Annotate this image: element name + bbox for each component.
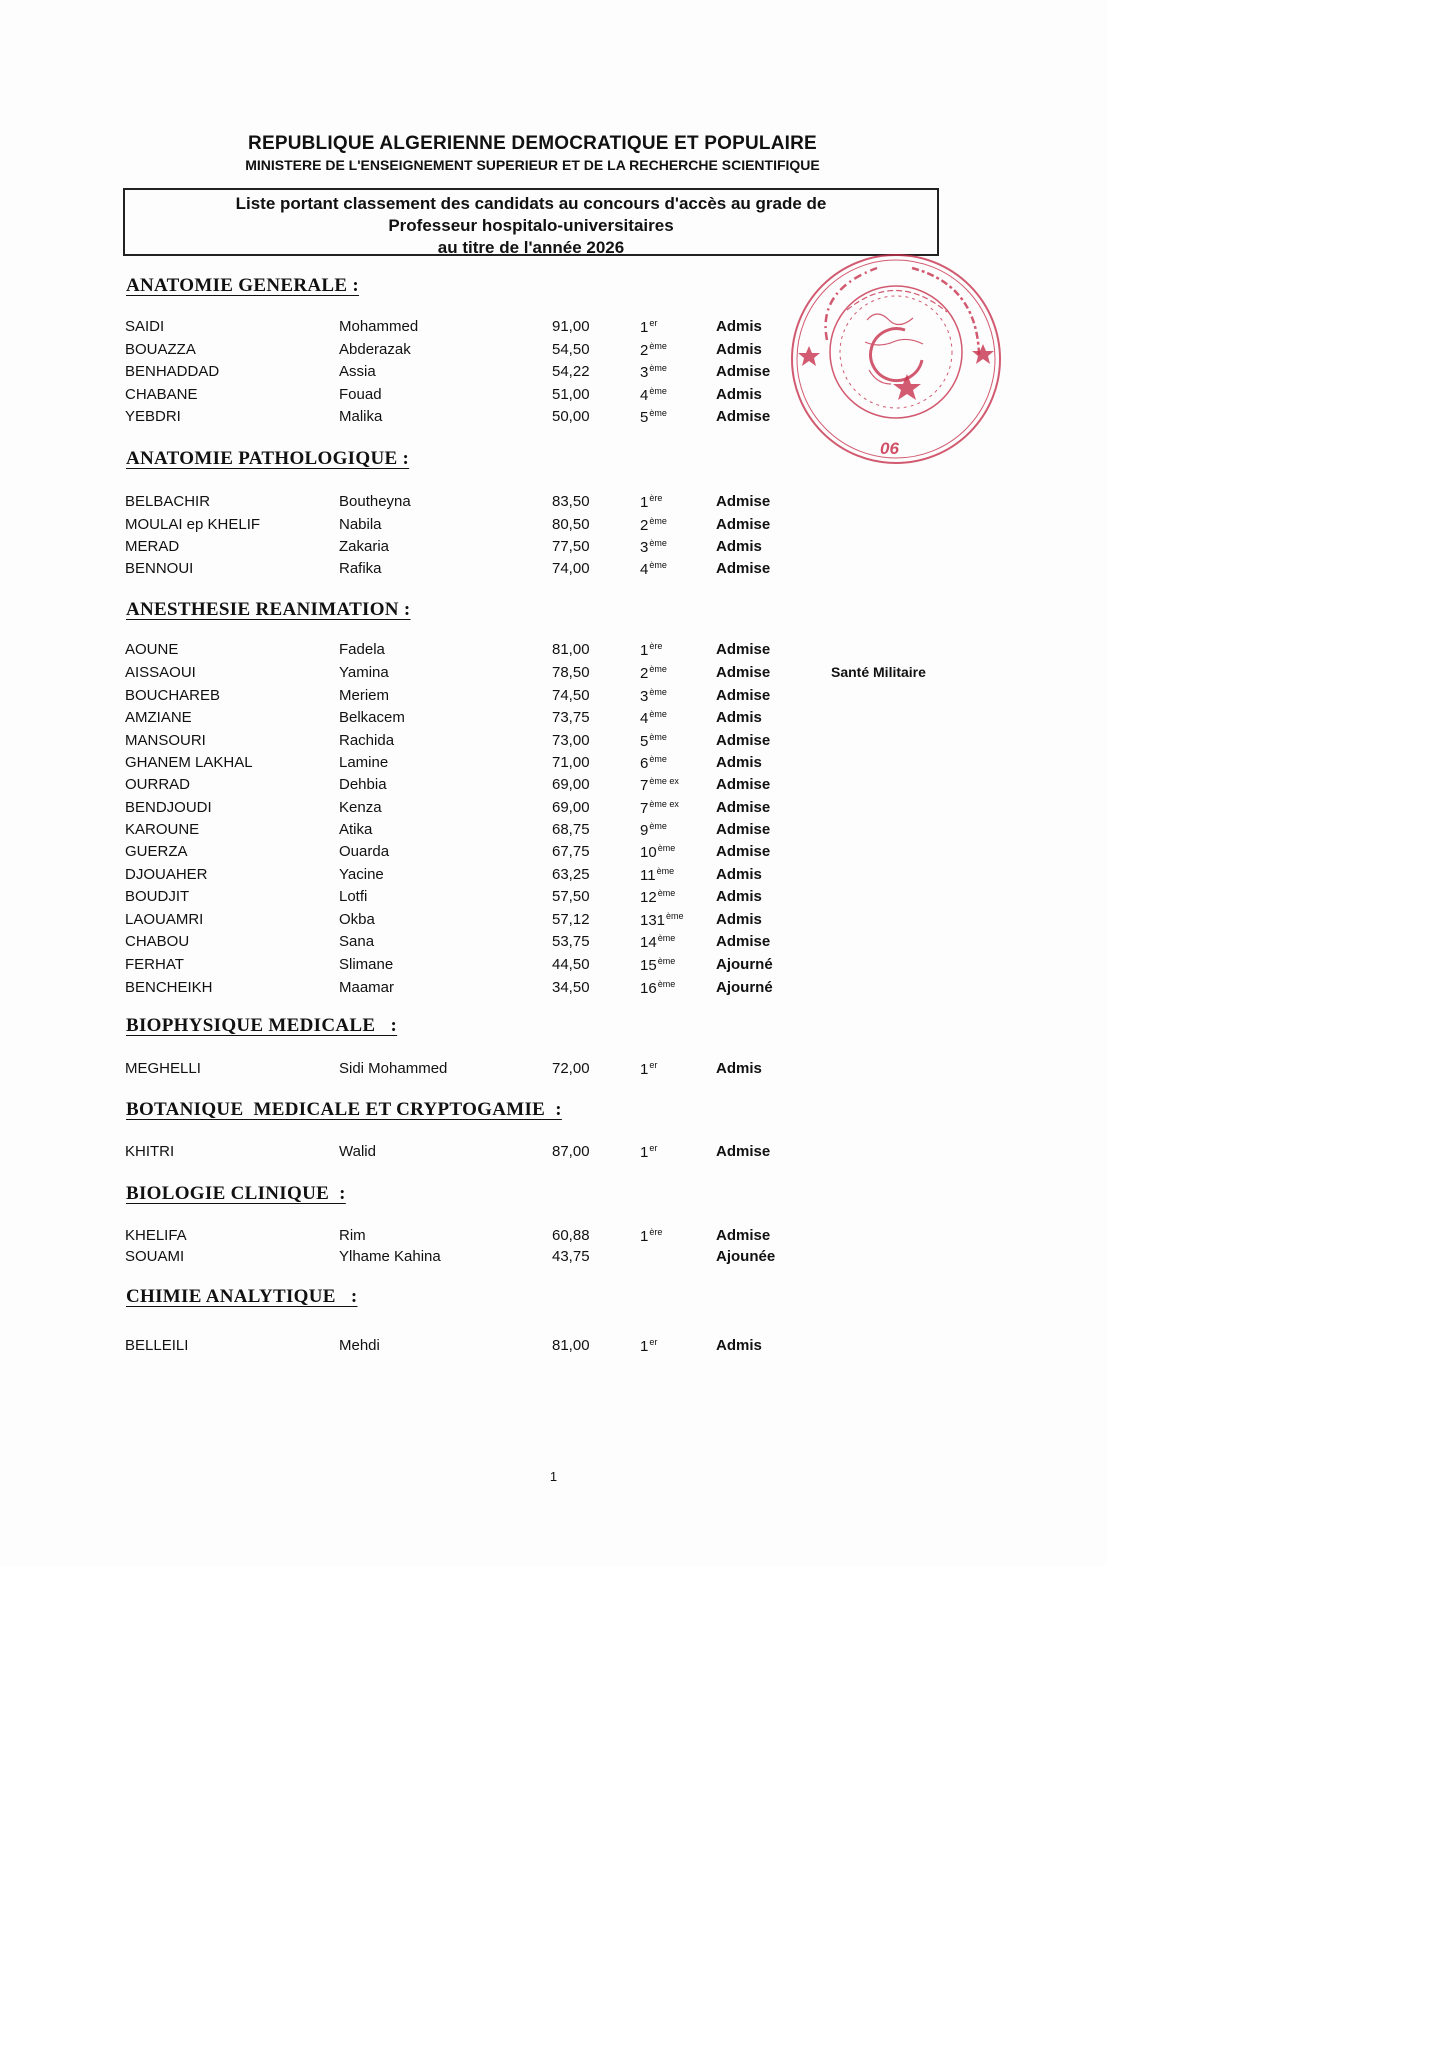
candidate-first-name: Belkacem bbox=[339, 709, 405, 726]
rank-suffix: ème bbox=[649, 560, 667, 570]
rank-number: 4 bbox=[640, 561, 649, 578]
candidate-result: Admis bbox=[716, 1337, 762, 1354]
rank-suffix: ème bbox=[649, 363, 667, 373]
title-line-1: Liste portant classement des candidats au concours d'accès au grade de bbox=[235, 194, 827, 213]
candidate-row bbox=[0, 821, 1107, 843]
candidate-first-name: Meriem bbox=[339, 687, 390, 704]
section-title: ANESTHESIE REANIMATION : bbox=[126, 599, 411, 620]
rank-number: 11 bbox=[640, 867, 656, 884]
rank-suffix: ère bbox=[649, 641, 663, 651]
candidate-rank bbox=[640, 408, 667, 426]
candidate-result: Admis bbox=[716, 1060, 762, 1077]
candidate-result: Admise bbox=[716, 560, 771, 577]
candidate-rank bbox=[640, 979, 675, 997]
candidate-rank bbox=[640, 341, 667, 359]
rank-number: 15 bbox=[640, 957, 657, 974]
section-title: ANATOMIE PATHOLOGIQUE : bbox=[126, 448, 410, 469]
candidate-score: 80,50 bbox=[552, 516, 590, 533]
rank-suffix: ème bbox=[649, 538, 667, 548]
candidate-first-name: Malika bbox=[339, 408, 383, 425]
candidate-result: Admise bbox=[716, 1143, 771, 1160]
candidate-score: 54,50 bbox=[552, 341, 590, 358]
candidate-row bbox=[0, 318, 1107, 340]
rank-number: 2 bbox=[640, 665, 649, 682]
rank-suffix: ème ex bbox=[649, 799, 679, 809]
candidate-row bbox=[0, 1337, 1107, 1359]
rank-suffix: ème ex bbox=[649, 776, 679, 786]
candidate-first-name: Maamar bbox=[339, 979, 395, 996]
rank-suffix: ème bbox=[657, 956, 676, 966]
candidate-result: Admis bbox=[716, 318, 762, 335]
candidate-first-name: Mohammed bbox=[339, 318, 419, 335]
candidate-rank bbox=[640, 754, 667, 772]
candidate-score: 57,12 bbox=[552, 911, 590, 928]
stamp-number: 06 bbox=[880, 439, 899, 458]
candidate-last-name: LAOUAMRI bbox=[125, 911, 204, 928]
rank-number: 5 bbox=[640, 409, 649, 426]
candidate-last-name: KAROUNE bbox=[125, 821, 200, 838]
candidate-last-name: CHABOU bbox=[125, 933, 190, 950]
candidate-score: 71,00 bbox=[552, 754, 590, 771]
candidate-score: 81,00 bbox=[552, 641, 590, 658]
candidate-last-name: FERHAT bbox=[125, 956, 184, 973]
section-title: CHIMIE ANALYTIQUE : bbox=[126, 1286, 358, 1307]
rank-suffix: er bbox=[649, 1143, 658, 1153]
rank-suffix: er bbox=[649, 318, 658, 328]
candidate-result: Admise bbox=[716, 843, 771, 860]
candidate-result: Admis bbox=[716, 341, 762, 358]
rank-number: 7 bbox=[640, 800, 649, 817]
rank-number: 4 bbox=[640, 710, 649, 727]
candidate-row bbox=[0, 1143, 1107, 1165]
candidate-rank bbox=[640, 560, 667, 578]
candidate-row bbox=[0, 979, 1107, 1001]
candidate-result: Admis bbox=[716, 888, 762, 905]
candidate-row bbox=[0, 538, 1107, 560]
candidate-rank bbox=[640, 386, 667, 404]
candidate-rank bbox=[640, 1227, 662, 1245]
candidate-result: Ajourné bbox=[716, 956, 773, 973]
candidate-row bbox=[0, 408, 1107, 430]
rank-number: 6 bbox=[640, 755, 649, 772]
candidate-last-name: AOUNE bbox=[125, 641, 179, 658]
candidate-rank bbox=[640, 1143, 657, 1161]
candidate-row bbox=[0, 1248, 1107, 1270]
rank-suffix: ème bbox=[656, 866, 675, 876]
rank-suffix: ère bbox=[649, 1227, 663, 1237]
rank-suffix: ème bbox=[649, 754, 667, 764]
candidate-row bbox=[0, 776, 1107, 798]
candidate-first-name: Fouad bbox=[339, 386, 382, 403]
candidate-row bbox=[0, 341, 1107, 363]
rank-suffix: ème bbox=[657, 843, 676, 853]
candidate-observation: Santé Militaire bbox=[831, 664, 926, 680]
candidate-first-name: Nabila bbox=[339, 516, 382, 533]
candidate-last-name: BELLEILI bbox=[125, 1337, 189, 1354]
candidate-result: Admise bbox=[716, 408, 771, 425]
candidate-result: Admise bbox=[716, 363, 771, 380]
candidate-score: 44,50 bbox=[552, 956, 590, 973]
section-title: BOTANIQUE MEDICALE ET CRYPTOGAMIE : bbox=[126, 1099, 562, 1120]
rank-number: 16 bbox=[640, 980, 657, 997]
candidate-row bbox=[0, 493, 1107, 515]
candidate-rank bbox=[640, 956, 675, 974]
rank-number: 1 bbox=[640, 1228, 649, 1245]
candidate-result: Admise bbox=[716, 664, 771, 681]
candidate-rank bbox=[640, 776, 679, 794]
candidate-result: Admis bbox=[716, 538, 762, 555]
page-number: 1 bbox=[549, 1469, 558, 1484]
candidate-row bbox=[0, 641, 1107, 663]
candidate-score: 69,00 bbox=[552, 776, 590, 793]
candidate-first-name: Rafika bbox=[339, 560, 382, 577]
candidate-first-name: Slimane bbox=[339, 956, 394, 973]
candidate-rank bbox=[640, 641, 662, 659]
rank-number: 3 bbox=[640, 688, 649, 705]
candidate-rank bbox=[640, 363, 667, 381]
candidate-rank bbox=[640, 709, 667, 727]
candidate-result: Ajourné bbox=[716, 979, 773, 996]
candidate-last-name: CHABANE bbox=[125, 386, 198, 403]
candidate-last-name: SOUAMI bbox=[125, 1248, 185, 1265]
candidate-first-name: Abderazak bbox=[339, 341, 411, 358]
candidate-score: 91,00 bbox=[552, 318, 590, 335]
candidate-rank bbox=[640, 933, 675, 951]
section-title: ANATOMIE GENERALE : bbox=[126, 275, 360, 296]
rank-number: 4 bbox=[640, 387, 649, 404]
candidate-last-name: MEGHELLI bbox=[125, 1060, 201, 1077]
candidate-last-name: BENNOUI bbox=[125, 560, 194, 577]
rank-suffix: ème bbox=[649, 341, 667, 351]
rank-suffix: ème bbox=[649, 408, 667, 418]
candidate-row bbox=[0, 560, 1107, 582]
candidate-row bbox=[0, 754, 1107, 776]
candidate-first-name: Lotfi bbox=[339, 888, 368, 905]
candidate-first-name: Boutheyna bbox=[339, 493, 411, 510]
rank-number: 3 bbox=[640, 364, 649, 381]
rank-number: 7 bbox=[640, 777, 649, 794]
candidate-score: 51,00 bbox=[552, 386, 590, 403]
candidate-row bbox=[0, 1227, 1107, 1249]
candidate-score: 57,50 bbox=[552, 888, 590, 905]
rank-number: 1 bbox=[640, 319, 649, 336]
rank-suffix: ème bbox=[657, 888, 676, 898]
candidate-result: Admis bbox=[716, 866, 762, 883]
rank-number: 1 bbox=[640, 494, 649, 511]
rank-number: 131 bbox=[640, 912, 666, 929]
rank-suffix: ème bbox=[649, 709, 667, 719]
candidate-row bbox=[0, 911, 1107, 933]
candidate-rank bbox=[640, 799, 679, 817]
candidate-rank bbox=[640, 911, 684, 929]
rank-number: 14 bbox=[640, 934, 657, 951]
candidate-rank bbox=[640, 866, 674, 884]
candidate-result: Admis bbox=[716, 911, 762, 928]
candidate-first-name: Sidi Mohammed bbox=[339, 1060, 448, 1077]
candidate-result: Admis bbox=[716, 754, 762, 771]
candidate-last-name: AISSAOUI bbox=[125, 664, 196, 681]
candidate-result: Admis bbox=[716, 709, 762, 726]
candidate-score: 43,75 bbox=[552, 1248, 590, 1265]
candidate-score: 50,00 bbox=[552, 408, 590, 425]
candidate-score: 73,00 bbox=[552, 732, 590, 749]
candidate-last-name: GUERZA bbox=[125, 843, 188, 860]
candidate-score: 78,50 bbox=[552, 664, 590, 681]
candidate-score: 67,75 bbox=[552, 843, 590, 860]
candidate-rank bbox=[640, 1248, 641, 1266]
candidate-last-name: MOULAI ep KHELIF bbox=[125, 516, 261, 533]
rank-suffix: ème bbox=[657, 979, 676, 989]
candidate-first-name: Rachida bbox=[339, 732, 395, 749]
candidate-score: 81,00 bbox=[552, 1337, 590, 1354]
candidate-first-name: Lamine bbox=[339, 754, 389, 771]
candidate-row bbox=[0, 933, 1107, 955]
candidate-row bbox=[0, 956, 1107, 978]
candidate-last-name: BENDJOUDI bbox=[125, 799, 212, 816]
candidate-first-name: Ouarda bbox=[339, 843, 390, 860]
rank-suffix: ème bbox=[649, 821, 667, 831]
candidate-first-name: Zakaria bbox=[339, 538, 390, 555]
candidate-score: 74,00 bbox=[552, 560, 590, 577]
candidate-last-name: MANSOURI bbox=[125, 732, 206, 749]
candidate-row bbox=[0, 1060, 1107, 1082]
candidate-rank bbox=[640, 821, 667, 839]
rank-number: 12 bbox=[640, 889, 657, 906]
candidate-result: Admise bbox=[716, 516, 771, 533]
candidate-last-name: KHELIFA bbox=[125, 1227, 187, 1244]
candidate-rank bbox=[640, 664, 667, 682]
candidate-first-name: Mehdi bbox=[339, 1337, 380, 1354]
candidate-rank bbox=[640, 318, 657, 336]
rank-suffix: ème bbox=[649, 664, 667, 674]
candidate-row bbox=[0, 732, 1107, 754]
rank-number: 2 bbox=[640, 517, 649, 534]
candidate-result: Admise bbox=[716, 799, 771, 816]
rank-suffix: ème bbox=[666, 911, 684, 921]
candidate-first-name: Kenza bbox=[339, 799, 382, 816]
candidate-last-name: AMZIANE bbox=[125, 709, 192, 726]
rank-number: 3 bbox=[640, 539, 649, 556]
candidate-result: Admise bbox=[716, 687, 771, 704]
rank-number: 1 bbox=[640, 1338, 649, 1355]
candidate-score: 63,25 bbox=[552, 866, 590, 883]
candidate-score: 60,88 bbox=[552, 1227, 590, 1244]
candidate-row bbox=[0, 866, 1107, 888]
rank-number: 10 bbox=[640, 844, 657, 861]
rank-suffix: ème bbox=[657, 933, 676, 943]
candidate-row bbox=[0, 516, 1107, 538]
candidate-rank bbox=[640, 1337, 657, 1355]
candidate-last-name: BOUDJIT bbox=[125, 888, 190, 905]
candidate-rank bbox=[640, 1060, 657, 1078]
candidate-first-name: Rim bbox=[339, 1227, 366, 1244]
candidate-row bbox=[0, 843, 1107, 865]
candidate-result: Admise bbox=[716, 821, 771, 838]
candidate-last-name: KHITRI bbox=[125, 1143, 175, 1160]
section-title: BIOLOGIE CLINIQUE : bbox=[126, 1183, 346, 1204]
candidate-first-name: Assia bbox=[339, 363, 376, 380]
candidate-last-name: BENCHEIKH bbox=[125, 979, 213, 996]
candidate-result: Admis bbox=[716, 386, 762, 403]
candidate-row bbox=[0, 363, 1107, 385]
republic-heading: REPUBLIQUE ALGERIENNE DEMOCRATIQUE ET POPULAIRE bbox=[248, 133, 817, 154]
candidate-rank bbox=[640, 732, 667, 750]
candidate-score: 77,50 bbox=[552, 538, 590, 555]
rank-suffix: er bbox=[649, 1337, 658, 1347]
candidate-result: Admise bbox=[716, 641, 771, 658]
candidate-last-name: BELBACHIR bbox=[125, 493, 211, 510]
candidate-score: 72,00 bbox=[552, 1060, 590, 1077]
candidate-last-name: BOUCHAREB bbox=[125, 687, 221, 704]
candidate-last-name: DJOUAHER bbox=[125, 866, 208, 883]
candidate-first-name: Ylhame Kahina bbox=[339, 1248, 441, 1265]
candidate-rank bbox=[640, 843, 675, 861]
rank-suffix: ème bbox=[649, 516, 667, 526]
candidate-score: 53,75 bbox=[552, 933, 590, 950]
rank-number: 1 bbox=[640, 1061, 649, 1078]
ministry-heading: MINISTERE DE L'ENSEIGNEMENT SUPERIEUR ET DE LA RECHERCHE SCIENTIFIQUE bbox=[245, 157, 820, 173]
candidate-first-name: Atika bbox=[339, 821, 373, 838]
candidate-score: 68,75 bbox=[552, 821, 590, 838]
candidate-first-name: Sana bbox=[339, 933, 375, 950]
title-line-2: Professeur hospitalo-universitaires bbox=[388, 216, 674, 235]
candidate-last-name: MERAD bbox=[125, 538, 180, 555]
candidate-row bbox=[0, 888, 1107, 910]
rank-suffix: er bbox=[649, 1060, 658, 1070]
candidate-score: 83,50 bbox=[552, 493, 590, 510]
candidate-row bbox=[0, 687, 1107, 709]
candidate-rank bbox=[640, 516, 667, 534]
candidate-last-name: SAIDI bbox=[125, 318, 165, 335]
candidate-result: Admise bbox=[716, 776, 771, 793]
candidate-score: 73,75 bbox=[552, 709, 590, 726]
candidate-rank bbox=[640, 888, 675, 906]
candidate-rank bbox=[640, 493, 662, 511]
candidate-row bbox=[0, 664, 1107, 686]
rank-number: 1 bbox=[640, 1144, 649, 1161]
candidate-first-name: Okba bbox=[339, 911, 375, 928]
candidate-row bbox=[0, 709, 1107, 731]
candidate-rank bbox=[640, 538, 667, 556]
candidate-result: Admise bbox=[716, 493, 771, 510]
candidate-last-name: YEBDRI bbox=[125, 408, 181, 425]
rank-suffix: ère bbox=[649, 493, 663, 503]
candidate-last-name: BOUAZZA bbox=[125, 341, 196, 358]
rank-suffix: ème bbox=[649, 732, 667, 742]
candidate-result: Admise bbox=[716, 732, 771, 749]
section-title: BIOPHYSIQUE MEDICALE : bbox=[126, 1015, 398, 1036]
candidate-score: 69,00 bbox=[552, 799, 590, 816]
candidate-score: 54,22 bbox=[552, 363, 590, 380]
candidate-result: Ajounée bbox=[716, 1248, 776, 1265]
candidate-score: 87,00 bbox=[552, 1143, 590, 1160]
rank-suffix: ème bbox=[649, 386, 667, 396]
rank-suffix: ème bbox=[649, 687, 667, 697]
candidate-first-name: Walid bbox=[339, 1143, 376, 1160]
candidate-last-name: BENHADDAD bbox=[125, 363, 220, 380]
candidate-first-name: Yamina bbox=[339, 664, 389, 681]
candidate-last-name: GHANEM LAKHAL bbox=[125, 754, 253, 771]
rank-number: 5 bbox=[640, 733, 649, 750]
candidate-last-name: OURRAD bbox=[125, 776, 191, 793]
candidate-result: Admise bbox=[716, 933, 771, 950]
candidate-score: 34,50 bbox=[552, 979, 590, 996]
title-box bbox=[123, 188, 939, 256]
candidate-first-name: Fadela bbox=[339, 641, 385, 658]
title-line-3: au titre de l'année 2026 bbox=[437, 238, 625, 257]
rank-number: 2 bbox=[640, 342, 649, 359]
candidate-rank bbox=[640, 687, 667, 705]
candidate-result: Admise bbox=[716, 1227, 771, 1244]
rank-number: 1 bbox=[640, 642, 649, 659]
candidate-first-name: Yacine bbox=[339, 866, 384, 883]
candidate-first-name: Dehbia bbox=[339, 776, 387, 793]
candidate-score: 74,50 bbox=[552, 687, 590, 704]
rank-number: 9 bbox=[640, 822, 649, 839]
candidate-row bbox=[0, 799, 1107, 821]
candidate-row bbox=[0, 386, 1107, 408]
